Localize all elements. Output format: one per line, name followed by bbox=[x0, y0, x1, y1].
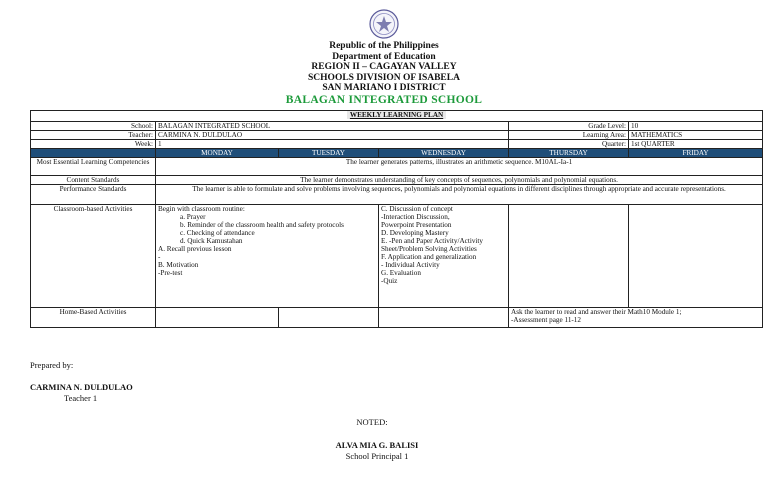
day-header: TUESDAY bbox=[279, 149, 379, 158]
activity-line: E. -Pen and Paper Activity/Activity Sheet/Problem Solving Activities bbox=[381, 237, 484, 253]
home-thursday-friday bbox=[509, 308, 763, 328]
activity-line: a. Prayer bbox=[180, 213, 206, 221]
activity-line: F. Application and generalization bbox=[381, 253, 477, 261]
header-republic: Republic of the Philippines bbox=[329, 41, 439, 51]
activity-line: B. Motivation bbox=[158, 261, 199, 269]
friday-activities bbox=[629, 205, 763, 308]
performance-standards-label: Performance Standards bbox=[31, 185, 156, 205]
home-monday bbox=[156, 308, 279, 328]
preparer-title: Teacher 1 bbox=[64, 393, 98, 403]
classroom-activities-right bbox=[379, 205, 509, 308]
activity-line: -Pre-test bbox=[158, 269, 183, 277]
activity-line: b. Reminder of the classroom health and safety protocols bbox=[180, 221, 344, 229]
grade-label: Grade Level: bbox=[509, 122, 629, 131]
activity-line: G. Evaluation bbox=[381, 269, 421, 277]
day-header: WEDNESDAY bbox=[379, 149, 509, 158]
school-label: School: bbox=[31, 122, 156, 131]
activity-line: Begin with classroom routine: bbox=[158, 205, 245, 213]
school-name: BALAGAN INTEGRATED SCHOOL bbox=[285, 94, 483, 106]
activity-line: Powerpoint Presentation bbox=[381, 221, 452, 229]
home-activity-line: -Assessment page 11-12 bbox=[511, 316, 581, 324]
header-region: REGION II – CAGAYAN VALLEY bbox=[311, 62, 457, 72]
noted-label: NOTED: bbox=[356, 417, 388, 427]
activity-line: c. Checking of attendance bbox=[180, 229, 255, 237]
home-activity-line: Ask the learner to read and answer their Math10 Module 1; bbox=[511, 308, 682, 316]
activity-line: -Quiz bbox=[381, 277, 398, 285]
days-corner bbox=[31, 149, 156, 158]
home-wednesday bbox=[379, 308, 509, 328]
home-activities-label: Home-Based Activities bbox=[31, 308, 156, 328]
quarter-label: Quarter: bbox=[509, 140, 629, 149]
preparer-name: CARMINA N. DULDULAO bbox=[30, 382, 133, 392]
classroom-activities-left bbox=[156, 205, 379, 308]
weekly-learning-plan-table bbox=[30, 110, 763, 328]
melc-value: The learner generates patterns, illustrates an arithmetic sequence. M10AL-Ia-1 bbox=[156, 158, 763, 176]
activity-line: C. Discussion of concept bbox=[381, 205, 453, 213]
deped-seal-logo bbox=[369, 9, 399, 39]
thursday-activities bbox=[509, 205, 629, 308]
area-value: MATHEMATICS bbox=[629, 131, 763, 140]
plan-title: WEEKLY LEARNING PLAN bbox=[347, 111, 446, 119]
activity-line: D. Developing Mastery bbox=[381, 229, 449, 237]
area-label: Learning Area: bbox=[509, 131, 629, 140]
home-tuesday bbox=[279, 308, 379, 328]
week-value: 1 bbox=[156, 140, 509, 149]
performance-standards-value: The learner is able to formulate and solve problems involving sequences, polynomials and polynomial equations in different disciplines through appropriate and accurate representations. bbox=[156, 185, 763, 205]
week-label: Week: bbox=[31, 140, 156, 149]
classroom-activities-label: Classroom-based Activities bbox=[31, 205, 156, 308]
teacher-label: Teacher: bbox=[31, 131, 156, 140]
day-header: THURSDAY bbox=[509, 149, 629, 158]
activity-line: A. Recall previous lesson bbox=[158, 245, 232, 253]
quarter-value: 1st QUARTER bbox=[629, 140, 763, 149]
header-district: SAN MARIANO I DISTRICT bbox=[322, 83, 446, 93]
plan-title-cell bbox=[31, 111, 763, 122]
activity-line: -Interaction Discussion, bbox=[381, 213, 450, 221]
principal-title: School Principal 1 bbox=[345, 451, 409, 461]
activity-line: d. Quick Kamustahan bbox=[180, 237, 243, 245]
content-standards-value: The learner demonstrates understanding of key concepts of sequences, polynomials and polynomial equations. bbox=[156, 176, 763, 185]
activity-line: - Individual Activity bbox=[381, 261, 440, 269]
teacher-value: CARMINA N. DULDULAO bbox=[156, 131, 509, 140]
grade-value: 10 bbox=[629, 122, 763, 131]
content-standards-label: Content Standards bbox=[31, 176, 156, 185]
header-division: SCHOOLS DIVISION OF ISABELA bbox=[308, 73, 460, 83]
header-department: Department of Education bbox=[332, 52, 436, 62]
activity-line: - bbox=[158, 253, 161, 261]
school-value: BALAGAN INTEGRATED SCHOOL bbox=[156, 122, 509, 131]
melc-label: Most Essential Learning Competencies bbox=[31, 158, 156, 176]
principal-name: ALVA MIA G. BALISI bbox=[335, 440, 419, 450]
prepared-by-label: Prepared by: bbox=[30, 360, 74, 370]
day-header: FRIDAY bbox=[629, 149, 763, 158]
day-header: MONDAY bbox=[156, 149, 279, 158]
